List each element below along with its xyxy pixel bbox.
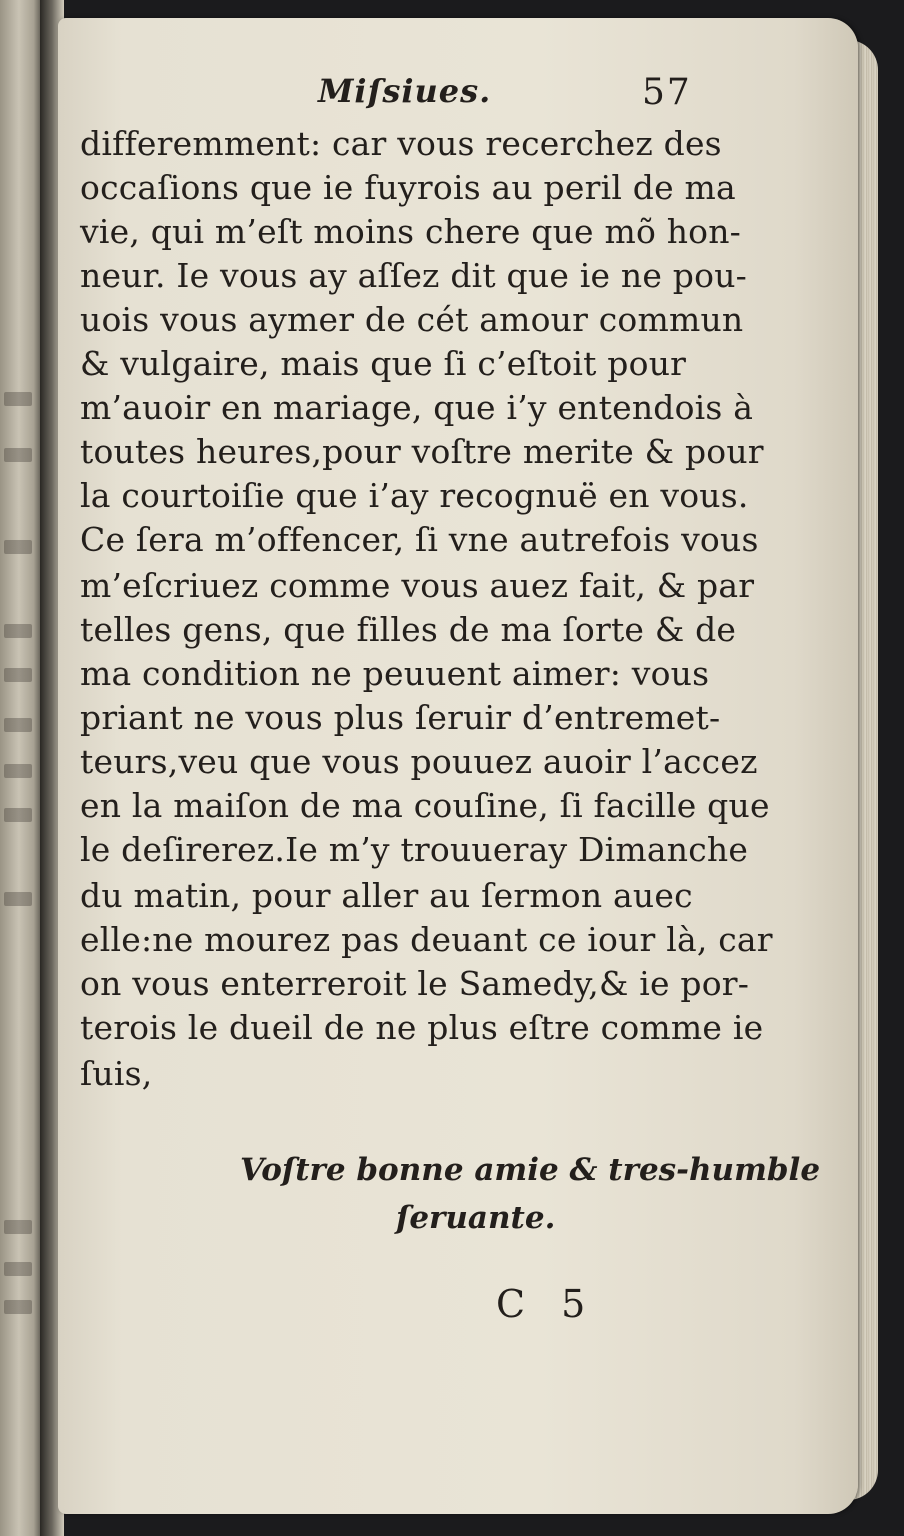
- body-line: m’eſcriuez comme vous auez fait, & par: [80, 566, 755, 605]
- facing-page-fragment: [4, 718, 32, 732]
- body-line: occaſions que ie fuyrois au peril de ma: [80, 168, 736, 207]
- body-line: la courtoiſie que i’ay recognuë en vous.: [80, 476, 749, 515]
- body-line: telles gens, que filles de ma ſorte & de: [80, 610, 737, 649]
- body-line: elle:ne mourez pas deuant ce iour là, car: [80, 920, 773, 959]
- facing-page-fragment: [4, 1220, 32, 1234]
- body-line: differemment: car vous recerchez des: [80, 124, 722, 163]
- facing-page-fragment: [4, 624, 32, 638]
- body-line: ma condition ne peuuent aimer: vous: [80, 654, 710, 693]
- facing-page-fragment: [4, 808, 32, 822]
- body-line: vie, qui m’eſt moins chere que mõ hon-: [80, 212, 742, 251]
- page-number: 57: [642, 72, 692, 113]
- closing-signature: ſeruante.: [396, 1200, 556, 1236]
- facing-page-fragment: [4, 448, 32, 462]
- facing-page-fragment: [4, 764, 32, 778]
- facing-page-fragment: [4, 668, 32, 682]
- body-line: on vous enterreroit le Samedy,& ie por-: [80, 964, 750, 1003]
- facing-page-fragment: [4, 392, 32, 406]
- facing-page-fragment: [4, 1262, 32, 1276]
- facing-page-fragment: [4, 540, 32, 554]
- body-line: terois le dueil de ne plus eſtre comme ie: [80, 1008, 764, 1047]
- body-line: ſuis,: [80, 1054, 153, 1093]
- closing-salutation: Voſtre bonne amie & tres-humble: [240, 1152, 821, 1188]
- body-line: teurs,veu que vous pouuez auoir l’accez: [80, 742, 758, 781]
- signature-mark: C 5: [496, 1282, 598, 1326]
- running-title: Miſsiues.: [318, 72, 492, 110]
- body-line: en la maiſon de ma couſine, ſi facille que: [80, 786, 770, 825]
- body-line: toutes heures,pour voſtre merite & pour: [80, 432, 764, 471]
- body-line: priant ne vous plus ſeruir d’entremet-: [80, 698, 721, 737]
- facing-page-fragment: [4, 1300, 32, 1314]
- facing-page-fragment: [4, 892, 32, 906]
- body-line: Ce ſera m’offencer, ſi vne autrefois vous: [80, 520, 759, 559]
- body-line: neur. Ie vous ay aſſez dit que ie ne pou-: [80, 256, 747, 295]
- body-line: uois vous aymer de cét amour commun: [80, 300, 744, 339]
- facing-page-edge: [0, 0, 42, 1536]
- body-line: le deſirerez.Ie m’y trouueray Dimanche: [80, 830, 749, 869]
- body-line: & vulgaire, mais que ſi c’eſtoit pour: [80, 344, 687, 383]
- body-line: m’auoir en mariage, que i’y entendois à: [80, 388, 754, 427]
- body-line: du matin, pour aller au ſermon auec: [80, 876, 693, 915]
